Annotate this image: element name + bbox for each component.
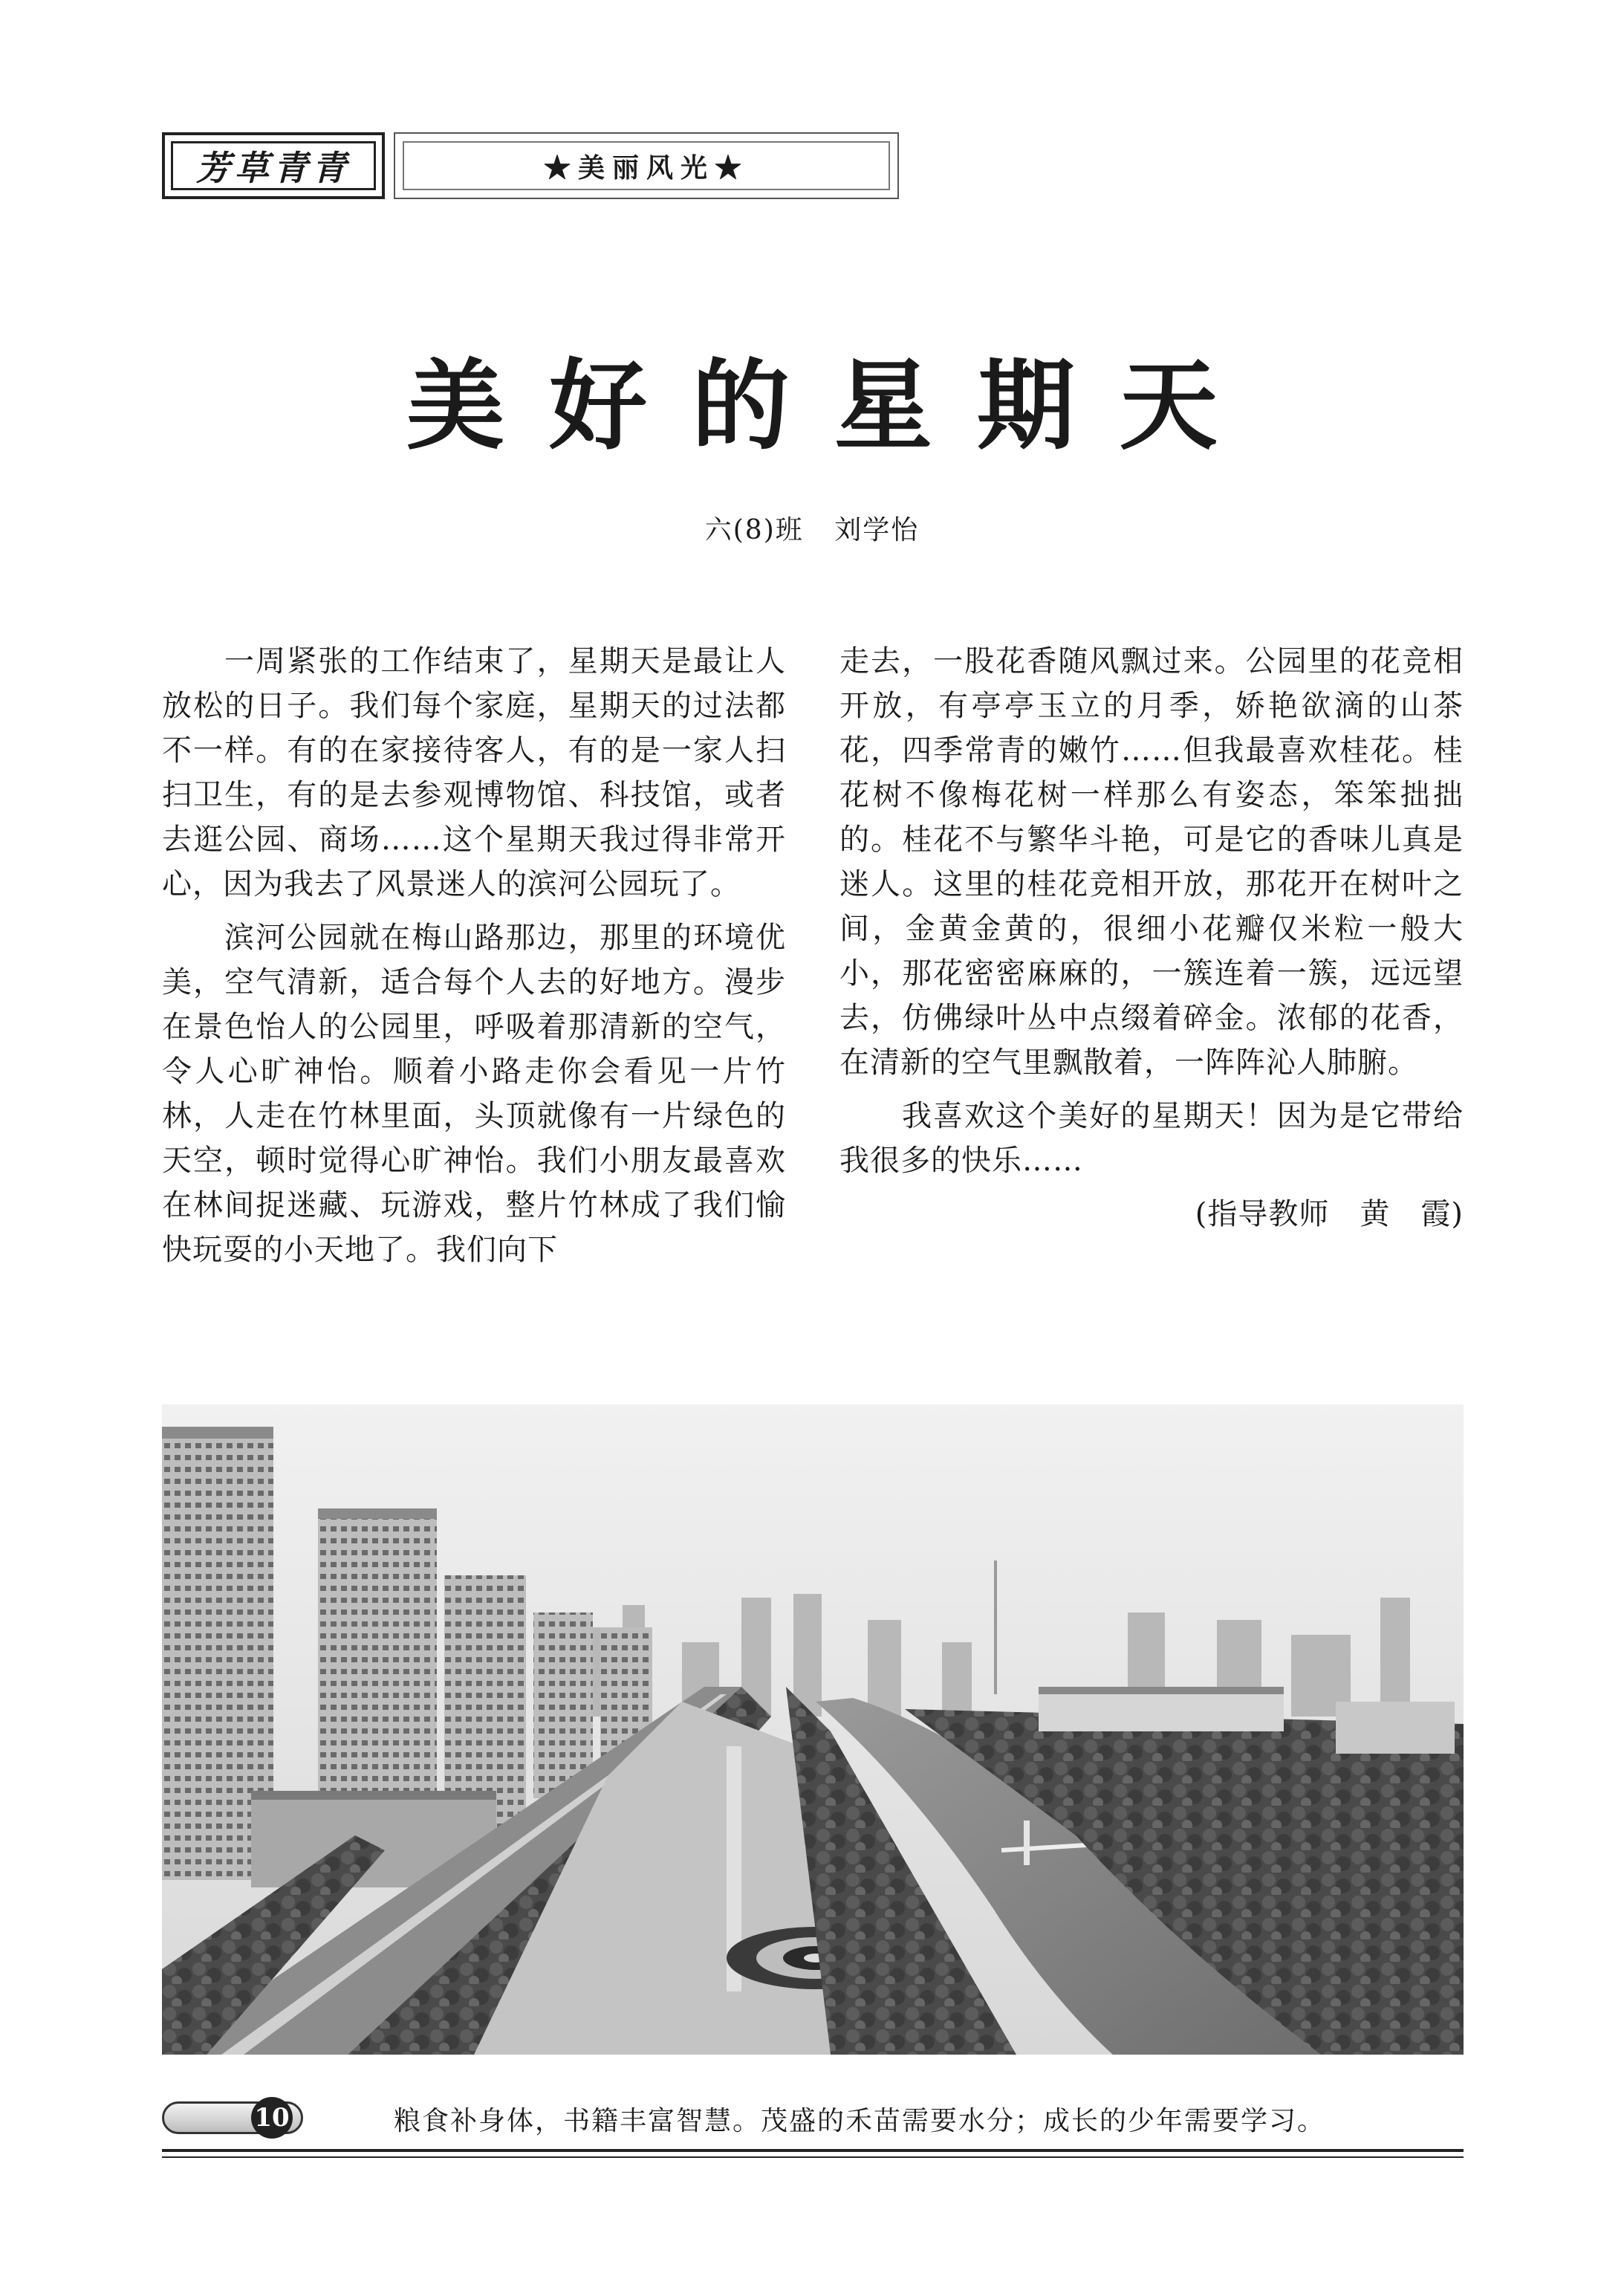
column-name-box bbox=[162, 132, 385, 199]
paragraph: 滨河公园就在梅山路那边，那里的环境优美，空气清新，适合每个人去的好地方。漫步在景色怡人的公园里，呼吸着那清新的空气，令人心旷神怡。顺着小路走你会看见一片竹林，人走在竹林里面，头顶就像有一片绿色的天空，顿时觉得心旷神怡。我们小朋友最喜欢在林间捉迷藏、玩游戏，整片竹林成了我们愉快玩耍的小天地了。我们向下 bbox=[162, 921, 786, 1267]
author-class: 六(8)班 bbox=[704, 515, 804, 545]
paragraph: 我喜欢这个美好的星期天！因为是它带给我很多的快乐…… bbox=[839, 1099, 1464, 1178]
article-title: 美好的星期天 bbox=[406, 349, 1262, 464]
city-park-photo bbox=[162, 1404, 1464, 2055]
footer-rule bbox=[162, 2156, 1464, 2158]
paragraph: 走去，一股花香随风飘过来。公园里的花竞相开放，有亭亭玉立的月季，娇艳欲滴的山茶花，四季常青的嫩竹……但我最喜欢桂花。桂花树不像梅花树一样那么有姿态，笨笨拙拙的。桂花不与繁华斗艳，可是它的香味儿真是迷人。这里的桂花竞相开放，那花开在树叶之间，金黄金黄的，很细小花瓣仅米粒一般大小，那花密密麻麻的，一簇连着一簇，远远望去，仿佛绿叶丛中点缀着碎金。浓郁的花香，在清新的空气里飘散着，一阵阵沁人肺腑。 bbox=[839, 644, 1464, 1080]
paragraph: 一周紧张的工作结束了，星期天是最让人放松的日子。我们每个家庭，星期天的过法都不一样。有的在家接待客人，有的是一家人扫扫卫生，有的是去参观博物馆、科技馆，或者去逛公园、商场……这个星期天我过得非常开心，因为我去了风景迷人的滨河公园玩了。 bbox=[162, 644, 786, 901]
footer-motto: 粮食补身体，书籍丰富智慧。茂盛的禾苗需要水分；成长的少年需要学习。 bbox=[394, 2106, 1326, 2136]
teacher-signature: (指导教师 黄 霞) bbox=[1195, 1197, 1464, 1231]
section-label: ★美丽风光★ bbox=[403, 141, 890, 190]
author-line bbox=[0, 509, 1624, 547]
section-banner bbox=[394, 132, 899, 199]
city-park-illustration bbox=[162, 1404, 1464, 2055]
page-number: 10 bbox=[251, 2097, 293, 2139]
body-column-left bbox=[162, 639, 786, 1281]
body-column-right bbox=[839, 639, 1464, 1236]
footer-rule bbox=[162, 2149, 1464, 2152]
column-name: 芳草青青 bbox=[171, 141, 376, 190]
author-name: 刘学怡 bbox=[834, 515, 920, 545]
